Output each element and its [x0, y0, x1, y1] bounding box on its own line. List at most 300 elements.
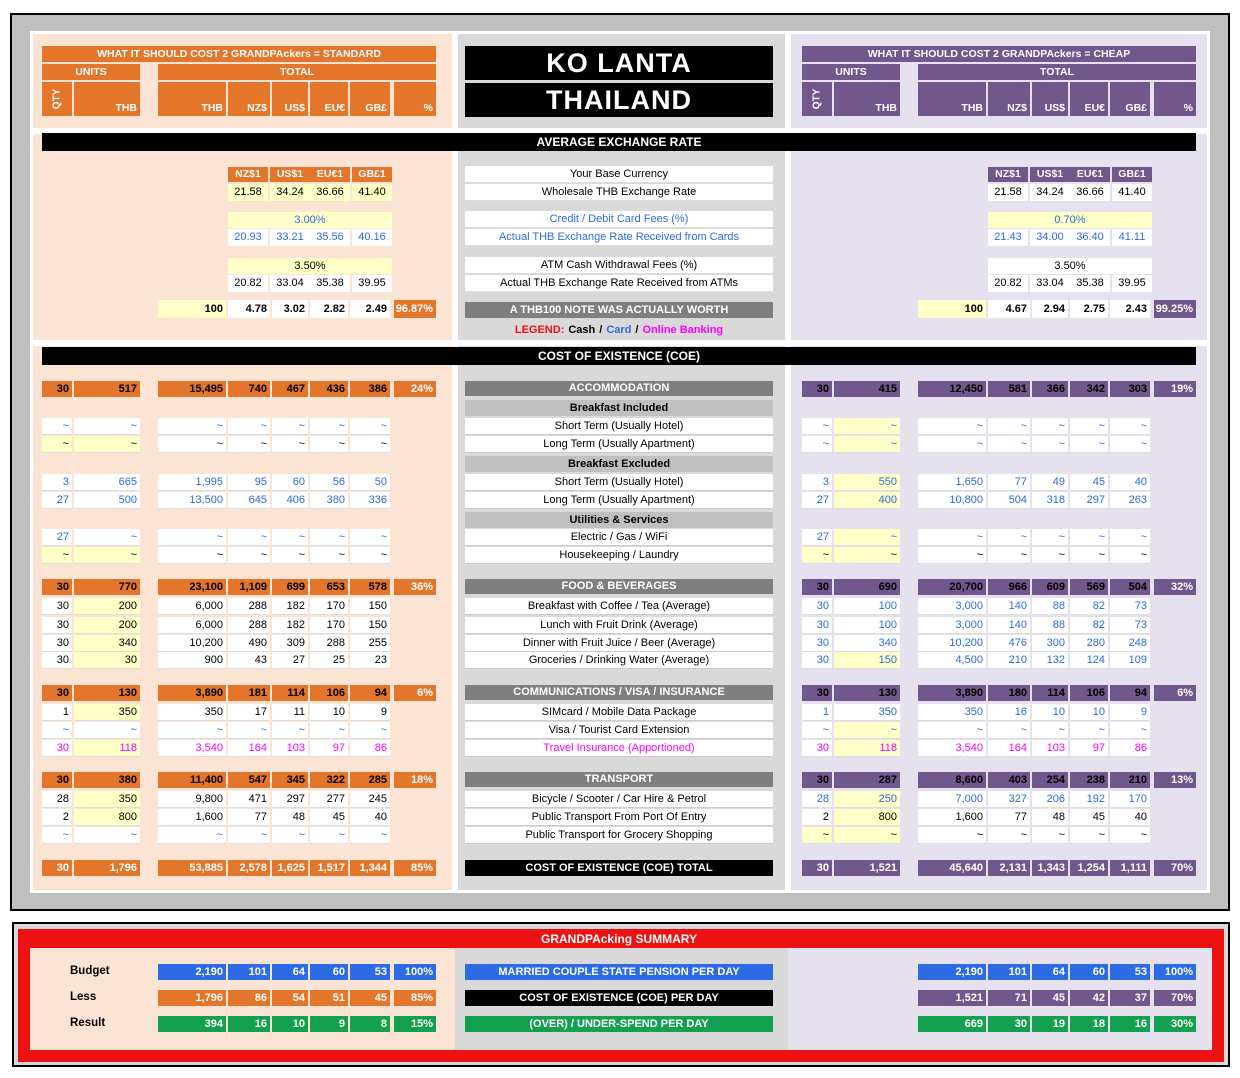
- item-label: Electric / Gas / WiFi: [465, 529, 773, 546]
- section-total: 322: [310, 772, 348, 788]
- item-value: 170: [1110, 791, 1150, 808]
- atm-rate: 33.04: [270, 275, 310, 292]
- section-total: 254: [1032, 772, 1068, 788]
- item-value: ~: [74, 436, 140, 453]
- item-value: ~: [834, 827, 900, 844]
- section-total: 517: [74, 381, 140, 397]
- card-fee: 3.00%: [228, 212, 392, 228]
- summary-value: 16: [228, 1016, 270, 1032]
- item-value: ~: [310, 418, 348, 435]
- section-total: 12,450: [918, 381, 986, 397]
- item-value: ~: [918, 436, 986, 453]
- atm-rate: 39.95: [1112, 275, 1152, 292]
- section-total: 342: [1070, 381, 1108, 397]
- item-value: 9: [350, 704, 390, 721]
- section-total: 436: [310, 381, 348, 397]
- item-value: 550: [834, 474, 900, 491]
- item-value: 3: [802, 474, 832, 491]
- item-value: ~: [988, 547, 1030, 564]
- item-value: ~: [42, 547, 72, 564]
- section-total: 114: [1032, 685, 1068, 701]
- item-value: ~: [228, 722, 270, 739]
- item-value: 200: [74, 598, 140, 615]
- item-value: 3,540: [158, 740, 226, 757]
- section-total: 6%: [1154, 685, 1196, 701]
- item-value: 23: [350, 652, 390, 669]
- section-total: 380: [74, 772, 140, 788]
- exchange-label-atm_fee: ATM Cash Withdrawal Fees (%): [465, 257, 773, 274]
- item-value: ~: [1110, 436, 1150, 453]
- item-value: 150: [834, 652, 900, 669]
- section-total: 966: [988, 579, 1030, 595]
- item-value: 28: [802, 791, 832, 808]
- units-header: UNITS: [42, 64, 140, 80]
- item-value: 665: [74, 474, 140, 491]
- coe-total-value: 2,131: [988, 860, 1030, 876]
- item-value: ~: [74, 547, 140, 564]
- item-value: 164: [988, 740, 1030, 757]
- summary-value: 45: [1032, 990, 1068, 1006]
- atm-fee: 3.50%: [988, 258, 1152, 274]
- atm-rate: 33.04: [1030, 275, 1070, 292]
- item-value: 16: [988, 704, 1030, 721]
- item-value: 210: [988, 652, 1030, 669]
- item-value: 30: [42, 635, 72, 652]
- item-value: 277: [310, 791, 348, 808]
- item-value: ~: [42, 418, 72, 435]
- summary-value: 2,190: [918, 964, 986, 980]
- section-total: 581: [988, 381, 1030, 397]
- note-value: 100: [918, 300, 986, 318]
- summary-value: 51: [310, 990, 348, 1006]
- summary-value: 9: [310, 1016, 348, 1032]
- coe-total-value: 1,344: [350, 860, 390, 876]
- item-value: 77: [988, 809, 1030, 826]
- item-value: 124: [1070, 652, 1108, 669]
- currency-header: US$1: [270, 167, 310, 182]
- item-label: Visa / Tourist Card Extension: [465, 722, 773, 739]
- item-value: ~: [158, 722, 226, 739]
- atm-rate: 35.38: [1070, 275, 1110, 292]
- section-total: 345: [272, 772, 308, 788]
- section-total: 20,700: [918, 579, 986, 595]
- left-panel-heading: WHAT IT SHOULD COST 2 GRANDPAckers = STANDARD: [42, 46, 436, 62]
- item-value: 100: [834, 598, 900, 615]
- item-value: 56: [310, 474, 348, 491]
- page-title-line2: THAILAND: [465, 83, 773, 117]
- item-value: 350: [918, 704, 986, 721]
- section-total: 403: [988, 772, 1030, 788]
- item-value: 297: [1070, 492, 1108, 509]
- card-fee: 0.70%: [988, 212, 1152, 228]
- card-rate: 35.56: [310, 229, 350, 246]
- section-total: 3,890: [918, 685, 986, 701]
- note-value: 4.78: [228, 300, 270, 318]
- item-value: 30: [42, 598, 72, 615]
- item-value: ~: [228, 827, 270, 844]
- summary-value: 100%: [1154, 964, 1196, 980]
- summary-value: 53: [350, 964, 390, 980]
- item-value: 103: [272, 740, 308, 757]
- summary-value: 71: [988, 990, 1030, 1006]
- section-total: 3,890: [158, 685, 226, 701]
- sub-header: Utilities & Services: [465, 512, 773, 528]
- summary-value: 42: [1070, 990, 1108, 1006]
- item-value: ~: [42, 722, 72, 739]
- section-total: 653: [310, 579, 348, 595]
- item-value: ~: [350, 547, 390, 564]
- item-value: 400: [834, 492, 900, 509]
- note-value: 4.67: [988, 300, 1030, 318]
- summary-value: 45: [350, 990, 390, 1006]
- item-value: ~: [228, 418, 270, 435]
- item-value: 309: [272, 635, 308, 652]
- legend-sep: /: [635, 323, 639, 336]
- section-total: 130: [74, 685, 140, 701]
- item-value: 40: [1110, 474, 1150, 491]
- section-total: 114: [272, 685, 308, 701]
- item-value: ~: [272, 436, 308, 453]
- item-value: 3,540: [918, 740, 986, 757]
- item-value: 490: [228, 635, 270, 652]
- item-value: 140: [988, 617, 1030, 634]
- item-value: ~: [1110, 529, 1150, 546]
- item-value: 10: [1070, 704, 1108, 721]
- coe-total-label: COST OF EXISTENCE (COE) TOTAL: [465, 860, 773, 876]
- item-value: 30: [802, 598, 832, 615]
- item-value: 476: [988, 635, 1030, 652]
- item-value: 17: [228, 704, 270, 721]
- item-value: 3: [42, 474, 72, 491]
- wholesale-rate: 21.58: [988, 184, 1028, 201]
- exchange-label-card_rate: Actual THB Exchange Rate Received from Cards: [465, 229, 773, 246]
- summary-value: 60: [1070, 964, 1108, 980]
- item-value: 103: [1032, 740, 1068, 757]
- item-value: 6,000: [158, 617, 226, 634]
- coe-total-value: 2,578: [228, 860, 270, 876]
- item-value: 25: [310, 652, 348, 669]
- item-value: 150: [350, 617, 390, 634]
- item-value: ~: [158, 529, 226, 546]
- currency-header: EU€1: [310, 167, 350, 182]
- item-value: 2: [802, 809, 832, 826]
- section-header: COMMUNICATIONS / VISA / INSURANCE: [465, 685, 773, 700]
- item-value: 86: [350, 740, 390, 757]
- coe-heading: COST OF EXISTENCE (COE): [42, 347, 1196, 365]
- item-value: ~: [272, 827, 308, 844]
- item-value: 30: [42, 740, 72, 757]
- section-total: 36%: [394, 579, 436, 595]
- item-value: 10: [310, 704, 348, 721]
- item-value: 100: [834, 617, 900, 634]
- item-value: ~: [74, 529, 140, 546]
- item-label: Public Transport From Port Of Entry: [465, 809, 773, 826]
- item-value: ~: [310, 436, 348, 453]
- item-value: 27: [272, 652, 308, 669]
- summary-row-label: Budget: [70, 965, 110, 978]
- section-total: 30: [42, 381, 72, 397]
- item-value: ~: [1110, 827, 1150, 844]
- summary-value: 19: [1032, 1016, 1068, 1032]
- item-value: 118: [834, 740, 900, 757]
- section-total: 238: [1070, 772, 1108, 788]
- item-value: 97: [1070, 740, 1108, 757]
- item-value: ~: [834, 722, 900, 739]
- item-label: Short Term (Usually Hotel): [465, 418, 773, 435]
- section-total: 94: [1110, 685, 1150, 701]
- item-value: ~: [1032, 418, 1068, 435]
- legend-online: Online Banking: [642, 323, 724, 336]
- summary-value: 15%: [394, 1016, 436, 1032]
- item-value: ~: [1110, 722, 1150, 739]
- item-value: 263: [1110, 492, 1150, 509]
- item-value: ~: [918, 418, 986, 435]
- coe-total-value: 53,885: [158, 860, 226, 876]
- item-value: 50: [350, 474, 390, 491]
- item-value: 318: [1032, 492, 1068, 509]
- item-value: 27: [802, 492, 832, 509]
- section-total: 504: [1110, 579, 1150, 595]
- item-value: 800: [74, 809, 140, 826]
- item-value: 500: [74, 492, 140, 509]
- qty-label: QTY: [811, 88, 822, 110]
- item-value: 82: [1070, 617, 1108, 634]
- qty-header: [42, 82, 72, 116]
- item-value: 192: [1070, 791, 1108, 808]
- section-total: 740: [228, 381, 270, 397]
- item-value: ~: [158, 547, 226, 564]
- item-value: 327: [988, 791, 1030, 808]
- item-value: 27: [42, 529, 72, 546]
- item-value: 4,500: [918, 652, 986, 669]
- item-value: ~: [1032, 547, 1068, 564]
- coe-total-value: 45,640: [918, 860, 986, 876]
- legend-card: Card: [606, 323, 632, 336]
- item-value: 1,650: [918, 474, 986, 491]
- wholesale-rate: 21.58: [228, 184, 268, 201]
- item-value: 150: [350, 598, 390, 615]
- wholesale-rate: 34.24: [270, 184, 310, 201]
- item-label: Travel Insurance (Apportioned): [465, 740, 773, 757]
- item-value: 900: [158, 652, 226, 669]
- item-value: ~: [802, 722, 832, 739]
- item-value: 73: [1110, 598, 1150, 615]
- exchange-label-wholesale: Wholesale THB Exchange Rate: [465, 184, 773, 201]
- item-value: ~: [350, 418, 390, 435]
- item-value: 45: [1070, 809, 1108, 826]
- col-header: %: [394, 82, 436, 116]
- section-total: 303: [1110, 381, 1150, 397]
- item-label: Long Term (Usually Apartment): [465, 436, 773, 453]
- section-total: 106: [310, 685, 348, 701]
- item-value: 1: [802, 704, 832, 721]
- item-value: ~: [272, 418, 308, 435]
- item-value: 49: [1032, 474, 1068, 491]
- card-rate: 41.11: [1112, 229, 1152, 246]
- item-value: 297: [272, 791, 308, 808]
- section-total: 30: [42, 772, 72, 788]
- section-total: 690: [834, 579, 900, 595]
- section-total: 180: [988, 685, 1030, 701]
- item-value: ~: [802, 547, 832, 564]
- currency-header: EU€1: [1070, 167, 1110, 182]
- item-value: ~: [228, 436, 270, 453]
- item-value: 288: [228, 598, 270, 615]
- card-rate: 40.16: [352, 229, 392, 246]
- units-header: UNITS: [802, 64, 900, 80]
- note-percent: 96.87%: [394, 300, 436, 318]
- coe-total-value: 1,625: [272, 860, 308, 876]
- item-value: 288: [228, 617, 270, 634]
- legend-label: LEGEND:: [514, 323, 565, 336]
- item-value: 82: [1070, 598, 1108, 615]
- sub-header: Breakfast Excluded: [465, 456, 773, 472]
- item-value: ~: [1110, 418, 1150, 435]
- item-label: Dinner with Fruit Juice / Beer (Average): [465, 635, 773, 652]
- total-header: TOTAL: [918, 64, 1196, 80]
- item-value: ~: [1070, 827, 1108, 844]
- summary-value: 1,796: [158, 990, 226, 1006]
- wholesale-rate: 36.66: [1070, 184, 1110, 201]
- item-value: 48: [1032, 809, 1068, 826]
- item-value: ~: [228, 529, 270, 546]
- item-value: ~: [74, 418, 140, 435]
- card-rate: 21.43: [988, 229, 1028, 246]
- note-percent: 99.25%: [1154, 300, 1196, 318]
- item-value: 9,800: [158, 791, 226, 808]
- item-label: Lunch with Fruit Drink (Average): [465, 617, 773, 634]
- legend-sep: /: [599, 323, 603, 336]
- item-value: ~: [272, 547, 308, 564]
- item-value: ~: [310, 547, 348, 564]
- item-value: 1,600: [918, 809, 986, 826]
- item-value: ~: [42, 827, 72, 844]
- section-header: TRANSPORT: [465, 772, 773, 787]
- item-value: 88: [1032, 617, 1068, 634]
- section-total: 30: [802, 772, 832, 788]
- item-value: ~: [988, 827, 1030, 844]
- item-value: 95: [228, 474, 270, 491]
- col-header: THB: [74, 82, 140, 116]
- summary-value: 70%: [1154, 990, 1196, 1006]
- section-total: 32%: [1154, 579, 1196, 595]
- item-value: 340: [74, 635, 140, 652]
- section-total: 94: [350, 685, 390, 701]
- item-value: 88: [1032, 598, 1068, 615]
- exchange-heading: AVERAGE EXCHANGE RATE: [42, 133, 1196, 151]
- card-rate: 20.93: [228, 229, 268, 246]
- item-value: ~: [988, 418, 1030, 435]
- section-total: 547: [228, 772, 270, 788]
- section-total: 13%: [1154, 772, 1196, 788]
- atm-rate: 35.38: [310, 275, 350, 292]
- section-total: 609: [1032, 579, 1068, 595]
- item-value: 27: [42, 492, 72, 509]
- item-value: 1,600: [158, 809, 226, 826]
- section-total: 19%: [1154, 381, 1196, 397]
- summary-value: 16: [1110, 1016, 1150, 1032]
- summary-value: 54: [272, 990, 308, 1006]
- summary-value: 60: [310, 964, 348, 980]
- item-value: 280: [1070, 635, 1108, 652]
- item-value: 11: [272, 704, 308, 721]
- item-value: ~: [1032, 827, 1068, 844]
- item-value: 170: [310, 598, 348, 615]
- summary-row-mid: MARRIED COUPLE STATE PENSION PER DAY: [465, 964, 773, 980]
- item-value: 3,000: [918, 617, 986, 634]
- wholesale-rate: 36.66: [310, 184, 350, 201]
- col-header: US$: [1032, 82, 1068, 116]
- exchange-label-base: Your Base Currency: [465, 166, 773, 183]
- item-value: 30: [74, 652, 140, 669]
- section-total: 386: [350, 381, 390, 397]
- qty-label: QTY: [51, 88, 62, 110]
- summary-value: 30%: [1154, 1016, 1196, 1032]
- atm-rate: 20.82: [988, 275, 1028, 292]
- item-value: 10,800: [918, 492, 986, 509]
- section-total: 30: [802, 381, 832, 397]
- summary-value: 2,190: [158, 964, 226, 980]
- summary-row-label: Less: [70, 991, 97, 1004]
- section-total: 181: [228, 685, 270, 701]
- section-total: 30: [42, 579, 72, 595]
- currency-header: US$1: [1030, 167, 1070, 182]
- item-value: 800: [834, 809, 900, 826]
- col-header: THB: [918, 82, 986, 116]
- item-label: Short Term (Usually Hotel): [465, 474, 773, 491]
- item-value: ~: [272, 722, 308, 739]
- currency-header: GB£1: [1112, 167, 1152, 182]
- item-value: 73: [1110, 617, 1150, 634]
- col-header: US$: [272, 82, 308, 116]
- atm-rate: 20.82: [228, 275, 268, 292]
- summary-value: 100%: [394, 964, 436, 980]
- section-total: 8,600: [918, 772, 986, 788]
- item-value: ~: [918, 722, 986, 739]
- item-label: Bicycle / Scooter / Car Hire & Petrol: [465, 791, 773, 808]
- item-value: ~: [918, 547, 986, 564]
- item-value: 350: [834, 704, 900, 721]
- item-value: 406: [272, 492, 308, 509]
- item-value: ~: [988, 529, 1030, 546]
- currency-header: GB£1: [352, 167, 392, 182]
- summary-heading: GRANDPAcking SUMMARY: [540, 931, 697, 946]
- item-value: 288: [310, 635, 348, 652]
- summary-value: 8: [350, 1016, 390, 1032]
- item-value: 97: [310, 740, 348, 757]
- coe-total-value: 1,343: [1032, 860, 1068, 876]
- item-value: 86: [1110, 740, 1150, 757]
- wholesale-rate: 41.40: [1112, 184, 1152, 201]
- section-total: 1,109: [228, 579, 270, 595]
- item-value: 30: [802, 617, 832, 634]
- item-value: ~: [802, 436, 832, 453]
- section-total: 106: [1070, 685, 1108, 701]
- item-value: 200: [74, 617, 140, 634]
- item-value: 340: [834, 635, 900, 652]
- item-value: 30: [42, 617, 72, 634]
- item-value: 7,000: [918, 791, 986, 808]
- col-header: EU€: [310, 82, 348, 116]
- coe-total-value: 30: [42, 860, 72, 876]
- section-total: 30: [802, 685, 832, 701]
- page-title-line1: KO LANTA: [465, 46, 773, 80]
- section-total: 415: [834, 381, 900, 397]
- right-panel-heading: WHAT IT SHOULD COST 2 GRANDPAckers = CHEAP: [802, 46, 1196, 62]
- item-value: 10,200: [918, 635, 986, 652]
- item-value: ~: [802, 418, 832, 435]
- item-value: 30: [802, 652, 832, 669]
